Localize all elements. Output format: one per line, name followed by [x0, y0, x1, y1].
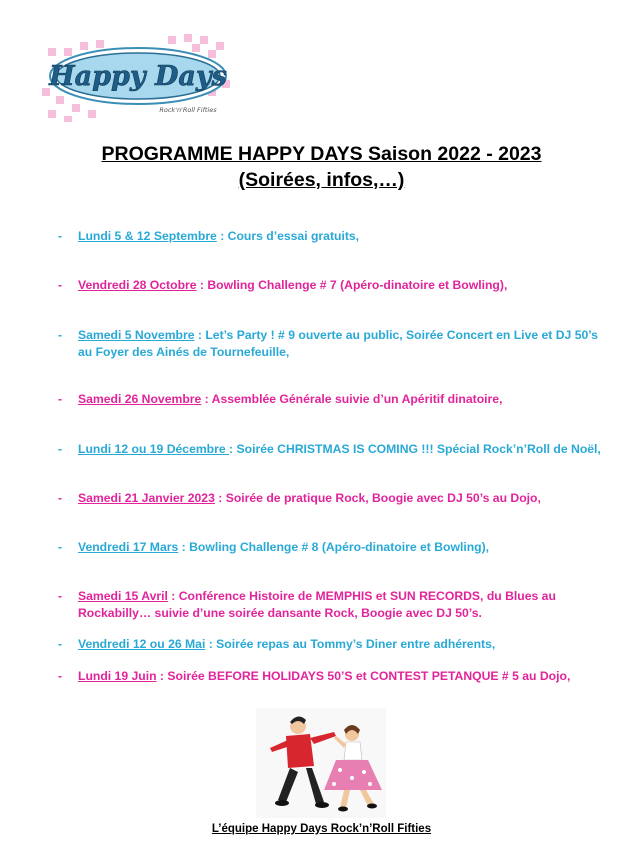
event-bullet: - [58, 442, 63, 456]
event-bullet: - [58, 392, 63, 406]
event-item [58, 327, 613, 361]
logo-text: Happy Days [49, 61, 227, 92]
event-description: : Soirée CHRISTMAS IS COMING !!! Spécial Rock’n’Roll de Noël, [229, 442, 601, 456]
event-date: Samedi 26 Novembre [78, 392, 202, 406]
event-text [78, 668, 613, 685]
event-bullet: - [58, 589, 63, 603]
event-description: : Bowling Challenge # 8 (Apéro-dinatoire et Bowling), [178, 540, 490, 554]
event-text [78, 636, 613, 653]
event-bullet: - [58, 540, 63, 554]
event-text [78, 539, 613, 556]
happy-days-logo [38, 30, 238, 125]
event-bullet: - [58, 669, 63, 683]
event-text [78, 441, 613, 458]
event-description: : Cours d’essai gratuits, [216, 229, 360, 243]
event-date: Lundi 12 ou 19 Décembre [78, 442, 230, 456]
event-date: Samedi 15 Avril [78, 589, 168, 603]
event-text [78, 588, 613, 622]
event-bullet: - [58, 328, 63, 342]
event-description: : Bowling Challenge # 7 (Apéro-dinatoire et Bowling), [196, 278, 508, 292]
event-description: : Conférence Histoire de MEMPHIS et SUN RECORDS, du Blues au Rockabilly… suivie d’une soirée dansante Rock, Boogie avec DJ 50’s. [78, 589, 556, 620]
event-item [58, 441, 613, 458]
event-item [58, 636, 613, 653]
title-line-1: PROGRAMME HAPPY DAYS Saison 2022 - 2023 [101, 143, 542, 165]
event-bullet: - [58, 637, 63, 651]
page-title [0, 141, 643, 193]
event-date: Vendredi 28 Octobre [78, 278, 197, 292]
event-date: Samedi 21 Janvier 2023 [78, 491, 215, 505]
event-item [58, 588, 613, 622]
event-bullet: - [58, 491, 63, 505]
event-text [78, 490, 613, 507]
title-line-2: (Soirées, infos,…) [238, 169, 405, 191]
event-bullet: - [58, 278, 63, 292]
event-date: Samedi 5 Novembre [78, 328, 195, 342]
dancers-illustration [256, 708, 386, 818]
event-bullet: - [58, 229, 63, 243]
event-description: : Soirée BEFORE HOLIDAYS 50’S et CONTEST PETANQUE # 5 au Dojo, [156, 669, 571, 683]
event-item [58, 668, 613, 685]
event-date: Lundi 19 Juin [78, 669, 157, 683]
event-description: : Let’s Party ! # 9 ouverte au public, Soirée Concert en Live et DJ 50’s au Foyer des Ainés de Tournefeuille, [78, 328, 598, 359]
event-date: Vendredi 12 ou 26 Mai [78, 637, 206, 651]
event-item [58, 277, 613, 294]
event-description: : Soirée de pratique Rock, Boogie avec DJ 50’s au Dojo, [214, 491, 541, 505]
event-item [58, 228, 613, 245]
event-item [58, 539, 613, 556]
logo-tagline: Rock'n'Roll Fifties [159, 106, 217, 114]
event-text [78, 327, 613, 361]
event-text [78, 228, 613, 245]
event-date: Lundi 5 & 12 Septembre [78, 229, 217, 243]
signature: L’équipe Happy Days Rock’n’Roll Fifties [211, 823, 432, 835]
event-date: Vendredi 17 Mars [78, 540, 179, 554]
event-text [78, 277, 613, 294]
event-item [58, 490, 613, 507]
event-description: : Assemblée Générale suivie d’un Apéritif dinatoire, [201, 392, 503, 406]
event-description: : Soirée repas au Tommy’s Diner entre adhérents, [205, 637, 496, 651]
event-item [58, 391, 613, 408]
event-text [78, 391, 613, 408]
